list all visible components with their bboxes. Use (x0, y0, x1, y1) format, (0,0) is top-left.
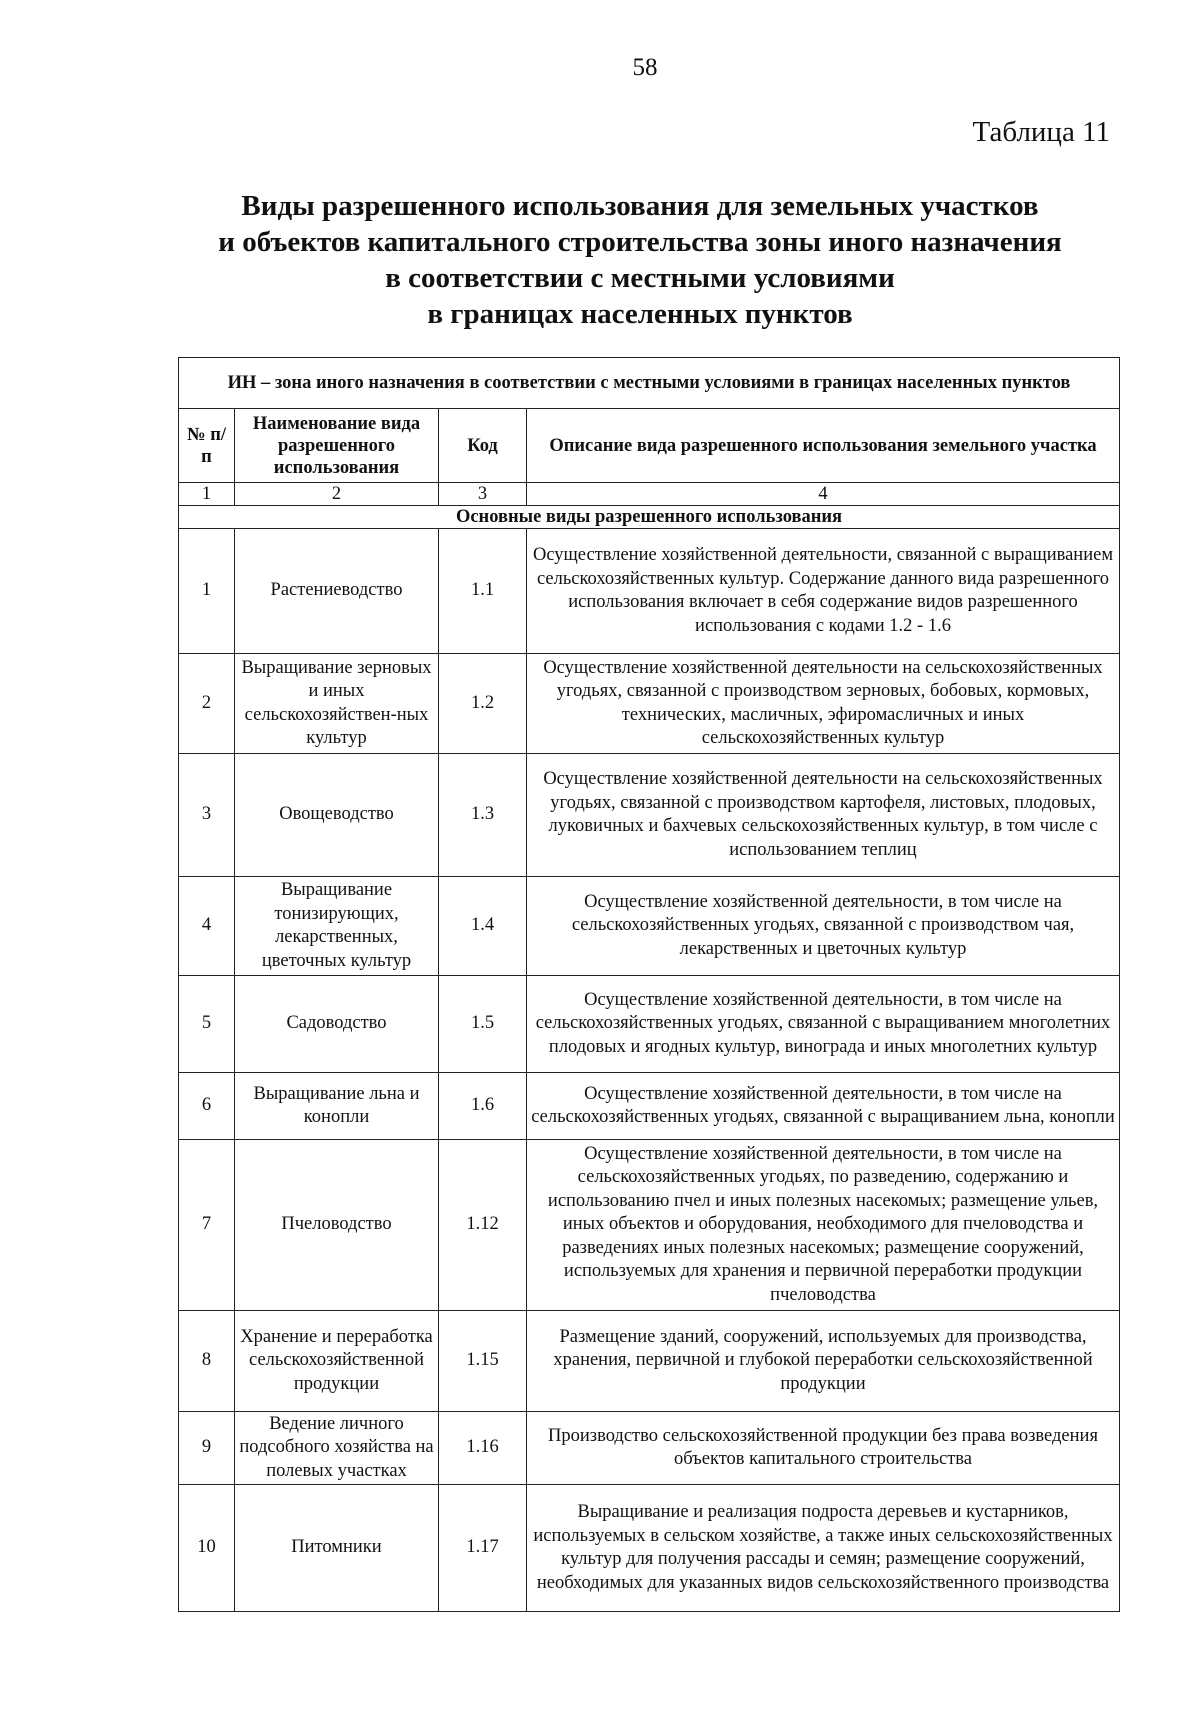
table-row (179, 1485, 1120, 1612)
column-header-row (179, 409, 1120, 483)
row-code: 1.3 (439, 754, 527, 877)
row-name: Овощеводство (235, 754, 439, 877)
title-line: и объектов капитального строительства зоны иного назначения (218, 226, 1062, 258)
row-code: 1.16 (439, 1412, 527, 1485)
row-code: 1.4 (439, 877, 527, 976)
row-number: 8 (179, 1311, 235, 1412)
table-row (179, 529, 1120, 654)
row-number: 1 (179, 529, 235, 654)
col-header-desc: Описание вида разрешенного использования земельного участка (527, 409, 1120, 483)
row-code: 1.1 (439, 529, 527, 654)
row-number: 5 (179, 976, 235, 1073)
table-row (179, 1311, 1120, 1412)
row-name: Ведение личного подсобного хозяйства на полевых участках (235, 1412, 439, 1485)
row-name: Пчеловодство (235, 1140, 439, 1311)
row-number: 3 (179, 754, 235, 877)
page-number: 58 (632, 54, 658, 81)
row-description: Осуществление хозяйственной деятельности, в том числе на сельскохозяйственных угодьях, по разведению, содержанию и использованию пчел и иных полезных насекомых; размещение ульев, иных объектов и оборудования, необходимого для пчеловодства и разведениях иных полезных насекомых; размещение сооружений, используемых для хранения и первичной переработки продукции пчеловодства (527, 1140, 1120, 1311)
row-code: 1.17 (439, 1485, 527, 1612)
zone-header: ИН – зона иного назначения в соответствии с местными условиями в границах населенных пунктов (179, 358, 1120, 409)
row-description: Осуществление хозяйственной деятельности, в том числе на сельскохозяйственных угодьях, связанной с выращиванием льна, конопли (527, 1073, 1120, 1140)
row-description: Осуществление хозяйственной деятельности на сельскохозяйственных угодьях, связанной с производством зерновых, бобовых, кормовых, технических, масличных, эфиромасличных и иных сельскохозяйственных культур (527, 654, 1120, 754)
row-description: Производство сельскохозяйственной продукции без права возведения объектов капитального строительства (527, 1412, 1120, 1485)
row-code: 1.6 (439, 1073, 527, 1140)
row-description: Осуществление хозяйственной деятельности на сельскохозяйственных угодьях, связанной с производством картофеля, листовых, плодовых, луковичных и бахчевых сельскохозяйственных культур, в том числе с использованием теплиц (527, 754, 1120, 877)
table-row (179, 1140, 1120, 1311)
row-code: 1.15 (439, 1311, 527, 1412)
document-title (140, 188, 1140, 332)
zone-header-row (179, 358, 1120, 409)
table-row (179, 754, 1120, 877)
table-row (179, 877, 1120, 976)
row-number: 7 (179, 1140, 235, 1311)
row-description: Осуществление хозяйственной деятельности, в том числе на сельскохозяйственных угодьях, связанной с выращиванием многолетних плодовых и ягодных культур, винограда и иных многолетних культур (527, 976, 1120, 1073)
row-name: Хранение и переработка сельскохозяйственной продукции (235, 1311, 439, 1412)
col-header-num: № п/п (179, 409, 235, 483)
row-code: 1.5 (439, 976, 527, 1073)
row-name: Питомники (235, 1485, 439, 1612)
row-name: Садоводство (235, 976, 439, 1073)
section-title: Основные виды разрешенного использования (179, 506, 1120, 529)
land-use-table (178, 357, 1120, 1612)
row-number: 4 (179, 877, 235, 976)
title-line: в границах населенных пунктов (427, 298, 853, 330)
row-description: Осуществление хозяйственной деятельности, связанной с выращиванием сельскохозяйственных культур. Содержание данного вида разрешенного использования включает в себя содержание видов разрешенного использования с кодами 1.2 - 1.6 (527, 529, 1120, 654)
table-row (179, 654, 1120, 754)
table-row (179, 976, 1120, 1073)
row-name: Растениеводство (235, 529, 439, 654)
column-number-row (179, 483, 1120, 506)
title-line: Виды разрешенного использования для земельных участков (241, 190, 1039, 222)
row-name: Выращивание тонизирующих, лекарственных, цветочных культур (235, 877, 439, 976)
col-header-code: Код (439, 409, 527, 483)
row-name: Выращивание зерновых и иных сельскохозяйствен-ных культур (235, 654, 439, 754)
col-number: 4 (527, 483, 1120, 506)
row-description: Осуществление хозяйственной деятельности, в том числе на сельскохозяйственных угодьях, связанной с производством чая, лекарственных и цветочных культур (527, 877, 1120, 976)
row-number: 10 (179, 1485, 235, 1612)
row-number: 2 (179, 654, 235, 754)
row-description: Выращивание и реализация подроста деревьев и кустарников, используемых в сельском хозяйстве, а также иных сельскохозяйственных культур для получения рассады и семян; размещение сооружений, необходимых для указанных видов сельскохозяйственного производства (527, 1485, 1120, 1612)
row-number: 9 (179, 1412, 235, 1485)
col-number: 3 (439, 483, 527, 506)
row-code: 1.2 (439, 654, 527, 754)
col-number: 2 (235, 483, 439, 506)
col-header-name: Наименование вида разрешенного использования (235, 409, 439, 483)
row-code: 1.12 (439, 1140, 527, 1311)
row-description: Размещение зданий, сооружений, используемых для производства, хранения, первичной и глубокой переработки сельскохозяйственной продукции (527, 1311, 1120, 1412)
row-name: Выращивание льна и конопли (235, 1073, 439, 1140)
table-row (179, 1073, 1120, 1140)
col-number: 1 (179, 483, 235, 506)
table-row (179, 1412, 1120, 1485)
table-label: Таблица 11 (972, 116, 1110, 148)
row-number: 6 (179, 1073, 235, 1140)
title-line: в соответствии с местными условиями (385, 262, 895, 294)
section-row (179, 506, 1120, 529)
